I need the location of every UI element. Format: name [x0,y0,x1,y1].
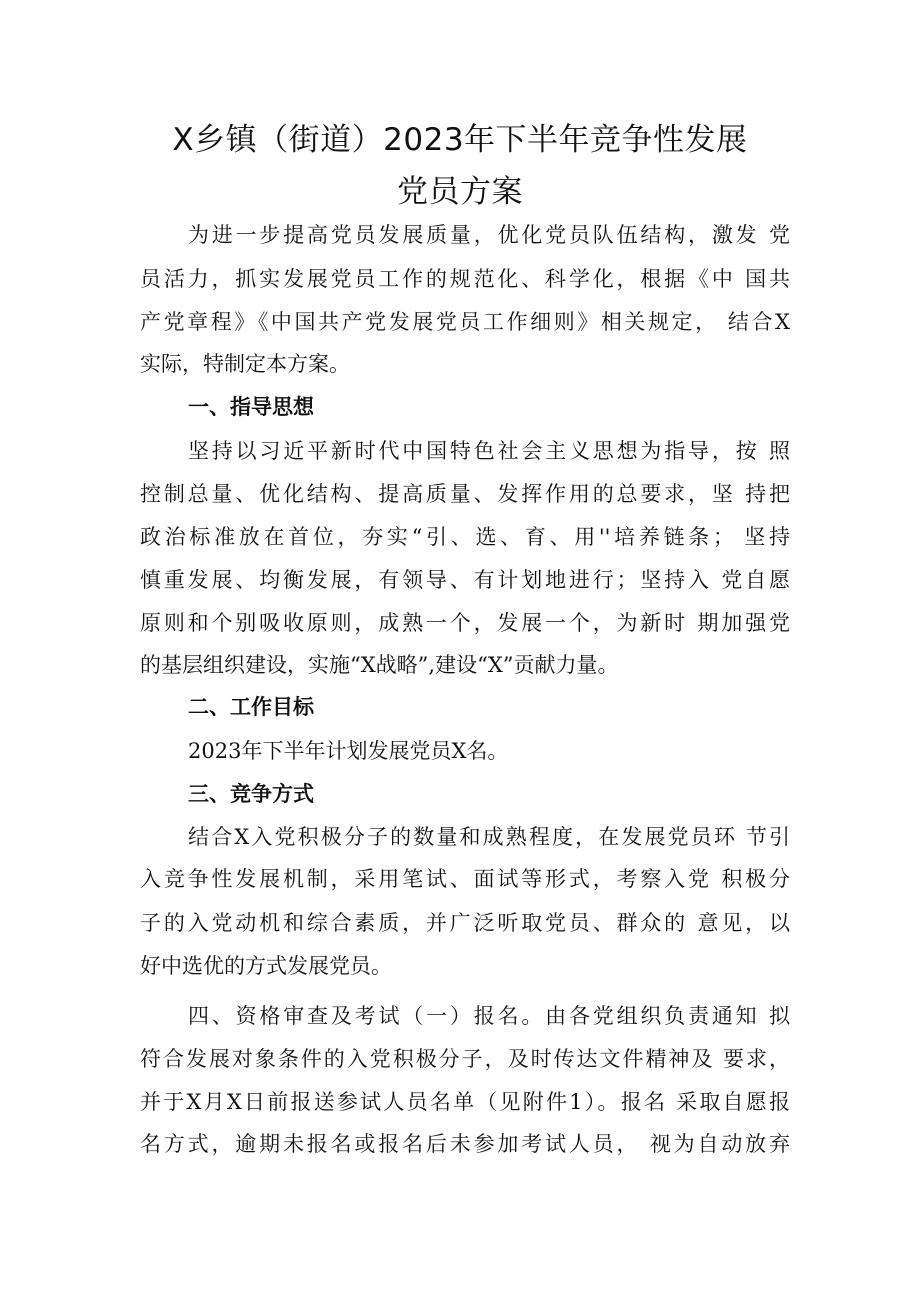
section1-line: 慎重发展、均衡发展，有领导、有计划地进行；坚持入 党自愿 [140,568,790,592]
section1-line: 控制总量、优化结构、提高质量、发挥作用的总要求，坚 持把 [140,482,790,506]
intro-line: 员活力，抓实发展党员工作的规范化、科学化，根据《中 国共 [140,267,790,291]
section1-line: 坚持以习近平新时代中国特色社会主义思想为指导，按 照 [188,439,790,463]
section-heading-guiding-ideology: 一、指导思想 [188,395,314,419]
section3-line: 子的入党动机和综合素质，并广泛听取党员、群众的 意见，以 [140,911,790,935]
section3-line: 结合X入党积极分子的数量和成熟程度，在发展党员环 节引 [188,825,790,849]
section2-line: 2023年下半年计划发展党员X名。 [188,739,509,763]
intro-line: 实际，特制定本方案。 [140,352,350,376]
section3-line: 好中选优的方式发展党员。 [140,954,392,978]
document-title-line-1: X乡镇（街道）2023年下半年竞争性发展 [172,122,748,158]
intro-line: 为进一步提高党员发展质量，优化党员队伍结构，激发 党 [188,223,790,247]
section-heading-work-goal: 二、工作目标 [188,695,314,719]
section4-line: 符合发展对象条件的入党积极分子，及时传达文件精神及 要求， [140,1047,790,1071]
section3-line: 入竞争性发展机制，采用笔试、面试等形式，考察入党 积极分 [140,867,790,891]
section4-line: 四、资格审查及考试（一）报名。由各党组织负责通知 拟 [188,1004,790,1028]
document-title-line-2: 党员方案 [397,174,523,210]
section1-line: 原则和个别吸收原则，成熟一个，发展一个，为新时 期加强党 [140,611,790,635]
section1-line: 政治标准放在首位，夯实“引、选、育、用''培养链条； 坚持 [140,525,790,549]
section-heading-competition-method: 三、竞争方式 [188,782,314,806]
section4-line: 名方式，逾期未报名或报名后未参加考试人员， 视为自动放弃 [140,1132,790,1156]
intro-line: 产党章程》《中国共产党发展党员工作细则》相关规定， 结合X [140,310,790,334]
section4-line: 并于X月X日前报送参试人员名单（见附件1）。报名 采取自愿报 [140,1090,790,1114]
section1-line: 的基层组织建设，实施“X战略”,建设“X”贡献力量。 [140,653,619,677]
